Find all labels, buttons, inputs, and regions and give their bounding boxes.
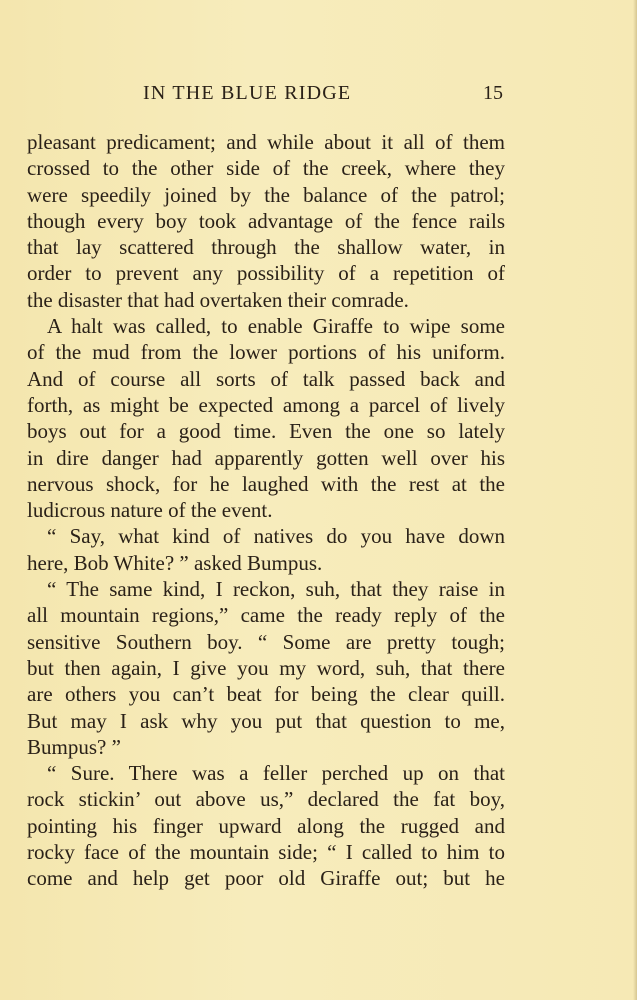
text-line: but then again, I give you my word, suh, that there <box>27 655 505 680</box>
text-line: the disaster that had overtaken their comrade. <box>27 287 409 312</box>
text-line: And of course all sorts of talk passed back and <box>27 366 505 391</box>
text-line: order to prevent any possibility of a repetition of <box>27 261 505 286</box>
text-line: though every boy took advantage of the fence rails <box>27 208 505 233</box>
text-line: boys out for a good time. Even the one so lately <box>27 419 505 444</box>
text-line: were speedily joined by the balance of the patrol; <box>27 182 505 207</box>
text-line: all mountain regions,” came the ready reply of the <box>27 603 505 628</box>
text-line: rock stickin’ out above us,” declared the fat boy, <box>27 787 505 812</box>
text-line: “ The same kind, I reckon, suh, that they raise in <box>47 577 505 602</box>
text-line: ludicrous nature of the event. <box>27 498 273 523</box>
text-line: Bumpus? ” <box>27 734 121 759</box>
text-line: But may I ask why you put that question to me, <box>27 708 505 733</box>
text-line: of the mud from the lower portions of his uniform. <box>27 340 505 365</box>
text-line: “ Sure. There was a feller perched up on that <box>47 761 505 786</box>
page-number: 15 <box>483 82 503 104</box>
text-line: forth, as might be expected among a parcel of lively <box>27 392 505 417</box>
text-line: in dire danger had apparently gotten well over his <box>27 445 505 470</box>
text-line: “ Say, what kind of natives do you have down <box>47 524 505 549</box>
text-line: A halt was called, to enable Giraffe to wipe some <box>47 314 505 339</box>
text-line: crossed to the other side of the creek, where they <box>27 156 505 181</box>
page-edge-shadow <box>633 0 637 1000</box>
body-text <box>27 129 505 892</box>
text-line: are others you can’t beat for being the clear quill. <box>27 682 505 707</box>
running-title: IN THE BLUE RIDGE <box>143 82 352 104</box>
text-line: sensitive Southern boy. “ Some are pretty tough; <box>27 629 505 654</box>
text-line: come and help get poor old Giraffe out; but he <box>27 866 505 891</box>
text-line: rocky face of the mountain side; “ I called to him to <box>27 840 505 865</box>
text-line: nervous shock, for he laughed with the rest at the <box>27 471 505 496</box>
text-line: here, Bob White? ” asked Bumpus. <box>27 550 323 575</box>
text-line: pleasant predicament; and while about it all of them <box>27 130 505 154</box>
running-head <box>143 82 503 108</box>
text-line: that lay scattered through the shallow water, in <box>27 235 505 260</box>
text-line: pointing his finger upward along the rugged and <box>27 813 505 838</box>
